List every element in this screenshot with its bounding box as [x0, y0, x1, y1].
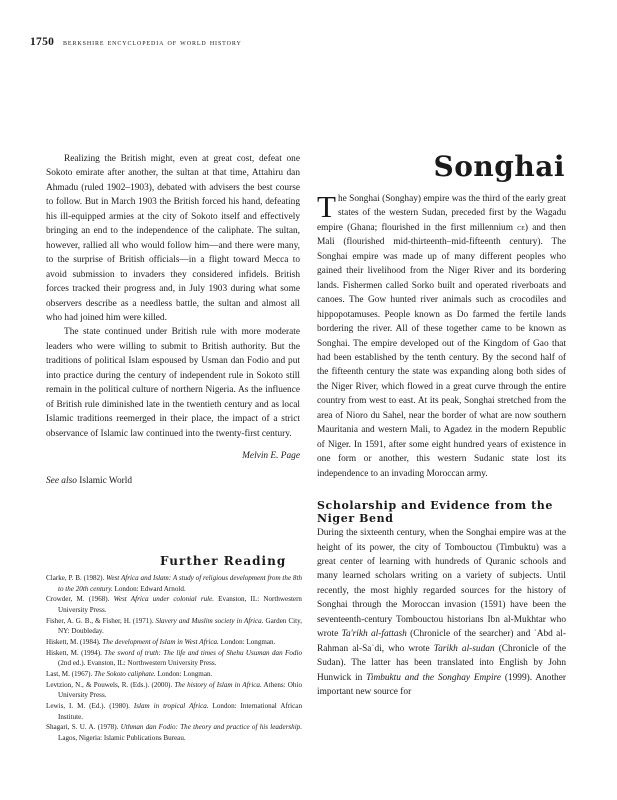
reference-item: Clarke, P. B. (1982). West Africa and Islam: A study of religious development from the 8th to the 20th century. London: Edward Arnold. — [46, 574, 302, 593]
section-heading: Scholarship and Evidence from the Niger Bend — [317, 499, 553, 526]
see-also-link[interactable]: Islamic World — [79, 475, 133, 486]
reference-item: Crowder, M. (1968). West Africa under colonial rule. Evanston, IL: Northwestern University Press. — [46, 595, 302, 614]
reference-item: Fisher, A. G. B., & Fisher, H. (1971). Slavery and Muslim society in Africa. Garden City, NY: Doubleday. — [46, 616, 302, 636]
running-head — [30, 36, 590, 48]
right-column — [317, 189, 567, 700]
further-reading-list — [46, 573, 302, 744]
intro-paragraph: The Songhai (Songhay) empire was the third of the early great states of the western Sudan, preceded first by the Wagadu empire (Ghana; flourished in the first millennium ce) and then Mali (flourished mid-thirteenth–mid-fifteenth century). The Songhai empire was made up of many different peoples who gained their livelihood from the Niger River and its bordering lands. Fishermen called Sorko built and operated riverboats and canoes. The Gow hunted river animals such as crocodiles and hippopotamuses. People known as Do farmed the fertile lands bordering the river. All of these together came to be known as Songhai. The empire developed out of the Kingdom of Gao that had been established by the tenth century. By the second half of the fifteenth century the state was expanding along both sides of the Niger River, which flowed in a great curve through the entire country from west to east. At its peak, Songhai stretched from the area of Nioro du Sahel, near the border of what are now southern Mauritania and western Mali, to Agadez in the modern Republic of Niger. In 1591, after some eight hundred years of existence in one form or another, this western Sudanic state lost its independence to an invading Moroccan army. — [317, 189, 566, 479]
reference-item: Hiskett, M. (1994). The sword of truth: The life and times of Shehu Usuman dan Fodio (2nd ed.). Evanston, IL: Northwestern University Press. — [46, 648, 302, 668]
reference-item: Lewis, I. M. (Ed.). (1980). Islam in tropical Africa. London: International African Institute. — [46, 701, 302, 721]
further-reading-heading: Further Reading — [160, 554, 287, 568]
reference-item: Hiskett, M. (1984). The development of Islam in West Africa. London: Longman. — [46, 637, 276, 646]
reference-item: Last, M. (1967). The Sokoto caliphate. London: Longman. — [46, 669, 213, 678]
paragraph: Realizing the British might, even at great cost, defeat one Sokoto emirate after another, the sultan at that time, Attahiru dan Ahmadu (ruled 1902–1903), debated with advisers the best course to follow. But in March 1903 the British forced his hand, defeating his ill-equipped armies at the city of Sokoto itself and effectively bringing an end to the independence of the caliphate. The sultan, however, rallied all who would follow him—and there were many, to the surprise of British officials—in a flight toward Mecca to avoid submission to invaders they considered infidels. British forces tracked their progress and, in July 1903 during what some observers describe as a needless battle, the sultan and almost all who had joined him were killed. — [46, 154, 300, 323]
era-abbreviation: ce — [517, 222, 525, 232]
see-also-label: See also — [46, 475, 77, 486]
section-paragraph: During the sixteenth century, when the Songhai empire was at the height of its power, the city of Tombouctou (Timbuktu) was a great center of learning with hundreds of Quranic schools and many learned scholars writing on a variety of subjects. Until recently, the most highly regarded sources for the history of Songhai through the Moroccan invasion (1591) have been the seventeenth-century Tombouctou historians Ibn al-Mukhtar who wrote Ta'rikh al-fattash (Chronicle of the searcher) and ʿAbd al-Rahman al-Saʿdi, who wrote Tarikh al-sudan (Chronicle of the Sudan). The latter has been translated into English by John Hunwick in Timbuktu and the Songhay Empire (1999). Another important new source for — [317, 528, 567, 698]
paragraph: The state continued under British rule with more moderate leaders who were willing to submit to British authority. But the traditions of political Islam espoused by Usman dan Fodio and put into practice during the century of independent rule in Sokoto still remain in the political culture of northern Nigeria. As the influence of British rule diminished late in the twentieth century and as local Islamic traditions reemerged in their place, the impact of a strict observance of Islamic law continued into the twenty-first century. — [46, 327, 300, 439]
reference-item: Levtzion, N., & Pouwels, R. (Eds.). (2000). The history of Islam in Africa. Athens: Ohio University Press. — [46, 680, 302, 700]
drop-cap: T — [317, 189, 336, 224]
article-title: Songhai — [433, 150, 565, 183]
book-title: berkshire encyclopedia of world history — [63, 37, 242, 47]
left-column — [46, 152, 300, 488]
page-number: 1750 — [30, 36, 55, 48]
author-byline: Melvin E. Page — [242, 451, 300, 462]
reference-item: Shagari, S. U. A. (1978). Uthman dan Fodio: The theory and practice of his leadership. Lagos, Nigeria: Islamic Publications Bureau. — [46, 723, 302, 742]
see-also — [46, 474, 300, 488]
